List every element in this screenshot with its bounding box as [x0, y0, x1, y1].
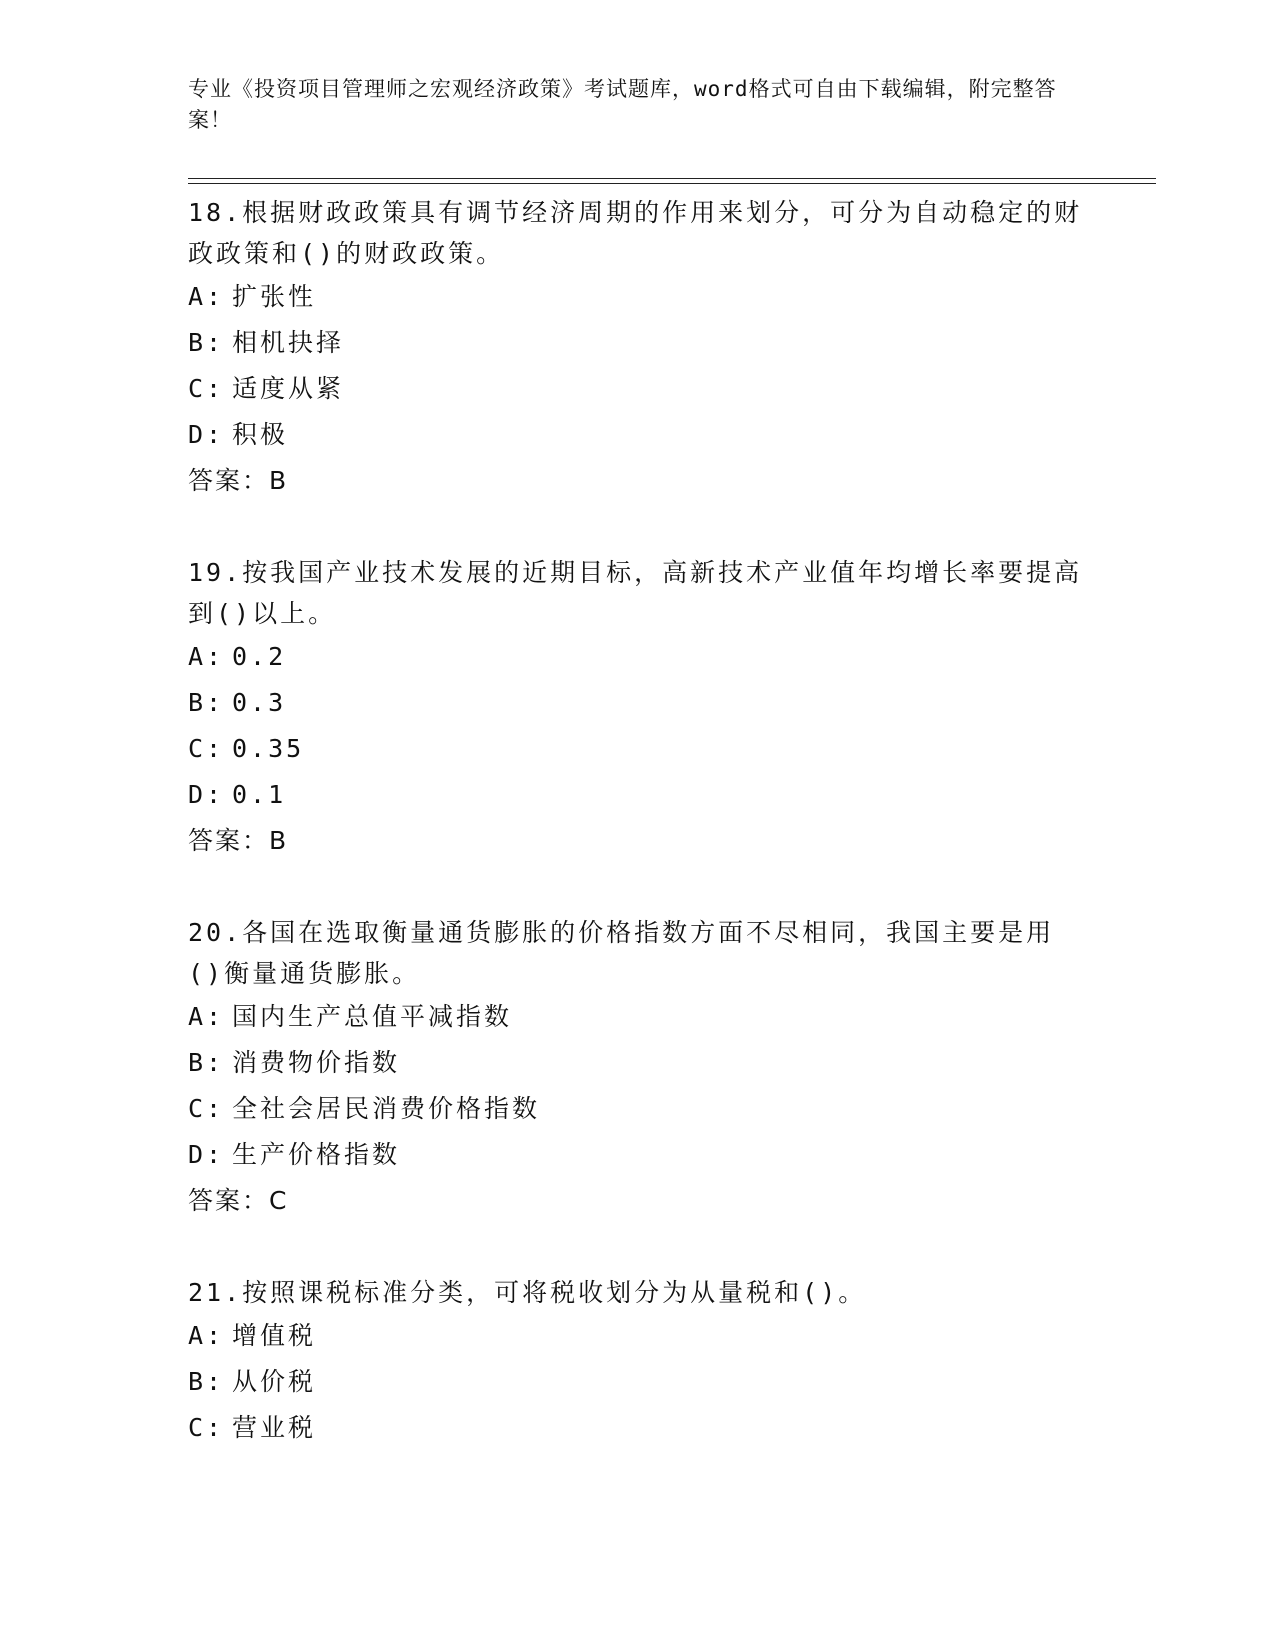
- question-stem: 18.根据财政政策具有调节经济周期的作用来划分，可分为自动稳定的财政政策和()的财政政策。: [188, 198, 1083, 268]
- option-letter: A:: [188, 1321, 225, 1350]
- option-a: [188, 634, 1088, 680]
- option-c: [188, 726, 1088, 772]
- answer-label: 答案：: [188, 826, 270, 855]
- option-text: 0.1: [232, 780, 287, 809]
- option-text: 消费物价指数: [232, 1048, 401, 1077]
- option-text: 全社会居民消费价格指数: [232, 1094, 541, 1123]
- option-d: [188, 1132, 1088, 1178]
- option-text: 0.35: [232, 734, 305, 763]
- option-b: [188, 1359, 1088, 1405]
- header-divider-top: [188, 178, 1156, 179]
- option-text: 生产价格指数: [232, 1140, 401, 1169]
- option-c: [188, 1086, 1088, 1132]
- option-a: [188, 994, 1088, 1040]
- option-c: [188, 1405, 1088, 1451]
- option-a: [188, 1313, 1088, 1359]
- answer-label: 答案：: [188, 466, 270, 495]
- option-a: [188, 274, 1088, 320]
- option-letter: A:: [188, 1002, 225, 1031]
- option-d: [188, 412, 1088, 458]
- option-letter: D:: [188, 420, 225, 449]
- option-letter: C:: [188, 374, 225, 403]
- option-letter: B:: [188, 688, 225, 717]
- answer-line: [188, 1178, 1088, 1224]
- option-text: 国内生产总值平减指数: [232, 1002, 513, 1031]
- question-20: [188, 912, 1088, 1224]
- option-c: [188, 366, 1088, 412]
- option-d: [188, 772, 1088, 818]
- answer-value: B: [269, 466, 289, 495]
- option-letter: B:: [188, 328, 225, 357]
- option-letter: C:: [188, 1094, 225, 1123]
- question-18: [188, 192, 1088, 504]
- option-b: [188, 320, 1088, 366]
- question-21: [188, 1272, 1088, 1451]
- option-b: [188, 1040, 1088, 1086]
- option-letter: C:: [188, 1413, 225, 1442]
- option-text: 积极: [232, 420, 289, 449]
- option-text: 营业税: [232, 1413, 317, 1442]
- answer-value: B: [269, 826, 289, 855]
- option-text: 增值税: [232, 1321, 317, 1350]
- option-letter: C:: [188, 734, 225, 763]
- option-text: 适度从紧: [232, 374, 345, 403]
- answer-line: [188, 818, 1088, 864]
- option-letter: B:: [188, 1048, 225, 1077]
- option-text: 0.2: [232, 642, 287, 671]
- answer-label: 答案：: [188, 1186, 270, 1215]
- answer-line: [188, 458, 1088, 504]
- answer-value: C: [269, 1186, 289, 1215]
- option-letter: B:: [188, 1367, 225, 1396]
- option-b: [188, 680, 1088, 726]
- question-stem: 20.各国在选取衡量通货膨胀的价格指数方面不尽相同，我国主要是用()衡量通货膨胀。: [188, 918, 1055, 988]
- option-text: 0.3: [232, 688, 287, 717]
- option-text: 相机抉择: [232, 328, 345, 357]
- header-divider-bottom: [188, 183, 1156, 184]
- option-text: 从价税: [232, 1367, 317, 1396]
- option-letter: D:: [188, 780, 225, 809]
- option-text: 扩张性: [232, 282, 317, 311]
- question-19: [188, 552, 1088, 864]
- document-intro: 专业《投资项目管理师之宏观经济政策》考试题库，word格式可自由下载编辑，附完整答案！: [188, 77, 1057, 132]
- option-letter: A:: [188, 642, 225, 671]
- question-stem: 21.按照课税标准分类，可将税收划分为从量税和()。: [188, 1278, 867, 1307]
- option-letter: A:: [188, 282, 225, 311]
- question-stem: 19.按我国产业技术发展的近期目标，高新技术产业值年均增长率要提高到()以上。: [188, 558, 1083, 628]
- option-letter: D:: [188, 1140, 225, 1169]
